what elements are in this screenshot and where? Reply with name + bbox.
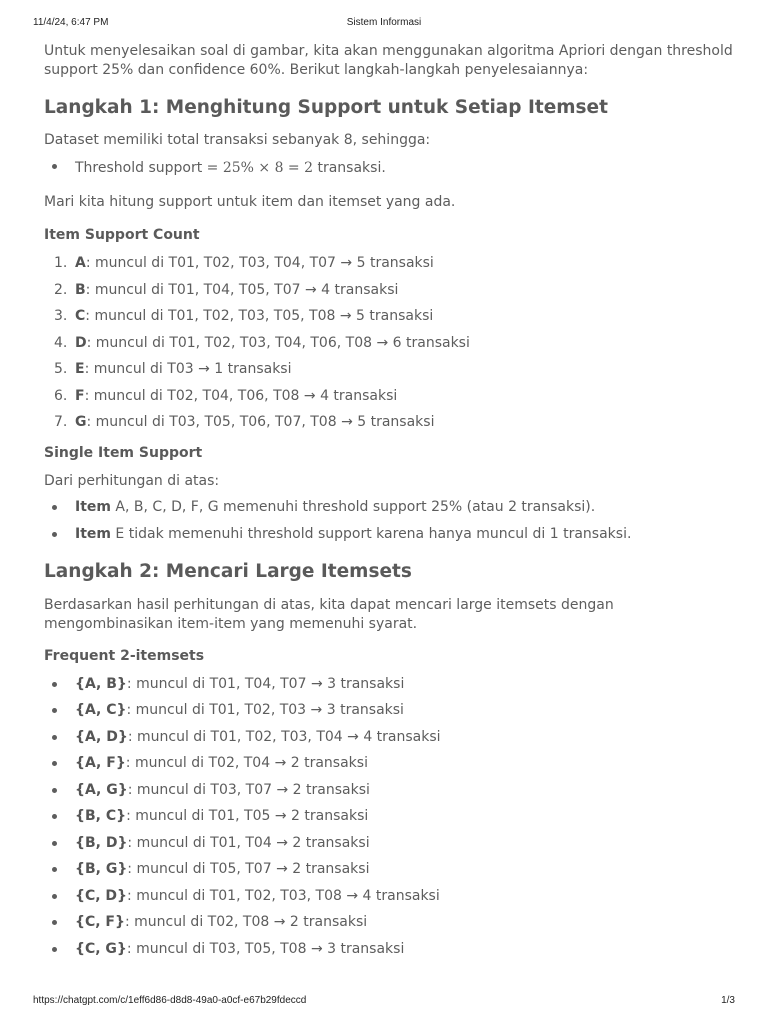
frequent-2-itemsets-list [44, 675, 734, 967]
list-item: {C, D}: muncul di T01, T02, T03, T08 → 4 transaksi [44, 887, 734, 914]
item-support-heading: Item Support Count [44, 227, 200, 243]
print-header [33, 17, 735, 31]
list-item: 7. G: muncul di T03, T05, T06, T07, T08 → 5 transaksi [54, 414, 435, 430]
threshold-list [44, 157, 734, 179]
intro-paragraph: Untuk menyelesaikan soal di gambar, kita akan menggunakan algoritma Apriori dengan threshold support 25% dan confidence 60%. Berikut langkah-langkah penyelesaiannya: [44, 43, 733, 78]
threshold-suffix: transaksi. [313, 160, 386, 176]
step1-heading: Langkah 1: Menghitung Support untuk Setiap Itemset [44, 97, 608, 118]
list-item: {A, G}: muncul di T03, T07 → 2 transaksi [44, 781, 734, 808]
berdasarkan-paragraph: Berdasarkan hasil perhitungan di atas, kita dapat mencari large itemsets dengan mengombinasikan item-item yang memenuhi syarat. [44, 596, 614, 632]
list-item: {B, G}: muncul di T05, T07 → 2 transaksi [44, 860, 734, 887]
page-number: 1/3 [721, 995, 735, 1006]
list-item: {C, G}: muncul di T03, T05, T08 → 3 transaksi [44, 940, 734, 967]
print-datetime: 11/4/24, 6:47 PM [33, 17, 109, 28]
print-url: https://chatgpt.com/c/1eff6d86-d8d8-49a0-a0cf-e67b29fdeccd [33, 995, 307, 1006]
dataset-paragraph: Dataset memiliki total transaksi sebanyak 8, sehingga: [44, 132, 431, 148]
list-item: {A, C}: muncul di T01, T02, T03 → 3 transaksi [44, 701, 734, 728]
list-item: 3. C: muncul di T01, T02, T03, T05, T08 → 5 transaksi [54, 308, 434, 324]
list-item: {A, B}: muncul di T01, T04, T07 → 3 transaksi [44, 675, 734, 702]
list-item: Item E tidak memenuhi threshold support karena hanya muncul di 1 transaksi. [44, 525, 734, 552]
single-support-heading: Single Item Support [44, 444, 203, 461]
list-item: 1. A: muncul di T01, T02, T03, T04, T07 → 5 transaksi [54, 255, 434, 271]
list-item: Item A, B, C, D, F, G memenuhi threshold support 25% (atau 2 transaksi). [44, 498, 734, 525]
threshold-prefix: Threshold support = [75, 160, 223, 176]
list-item: {A, F}: muncul di T02, T04 → 2 transaksi [44, 754, 734, 781]
list-item: 2. B: muncul di T01, T04, T05, T07 → 4 transaksi [54, 281, 399, 298]
item-support-list [44, 254, 734, 440]
frequent-2-itemsets-heading: Frequent 2-itemsets [44, 647, 205, 664]
print-title: Sistem Informasi [346, 17, 422, 28]
step2-heading: Langkah 2: Mencari Large Itemsets [44, 560, 412, 582]
print-footer [33, 995, 735, 1009]
list-item: 5. E: muncul di T03 → 1 transaksi [54, 361, 292, 377]
threshold-formula: 25% × 8 = 2 [222, 160, 314, 176]
single-support-list [44, 498, 734, 552]
dari-paragraph: Dari perhitungan di atas: [44, 472, 220, 489]
list-item: {C, F}: muncul di T02, T08 → 2 transaksi [44, 913, 734, 940]
chat-response-content [44, 42, 734, 966]
list-item: {A, D}: muncul di T01, T02, T03, T04 → 4 transaksi [44, 728, 734, 755]
list-item [44, 157, 734, 179]
list-item: 6. F: muncul di T02, T04, T06, T08 → 4 transaksi [54, 387, 398, 404]
list-item: {B, C}: muncul di T01, T05 → 2 transaksi [44, 807, 734, 834]
list-item: 4. D: muncul di T01, T02, T03, T04, T06, T08 → 6 transaksi [54, 334, 470, 351]
mari-paragraph: Mari kita hitung support untuk item dan itemset yang ada. [44, 194, 456, 210]
list-item: {B, D}: muncul di T01, T04 → 2 transaksi [44, 834, 734, 861]
